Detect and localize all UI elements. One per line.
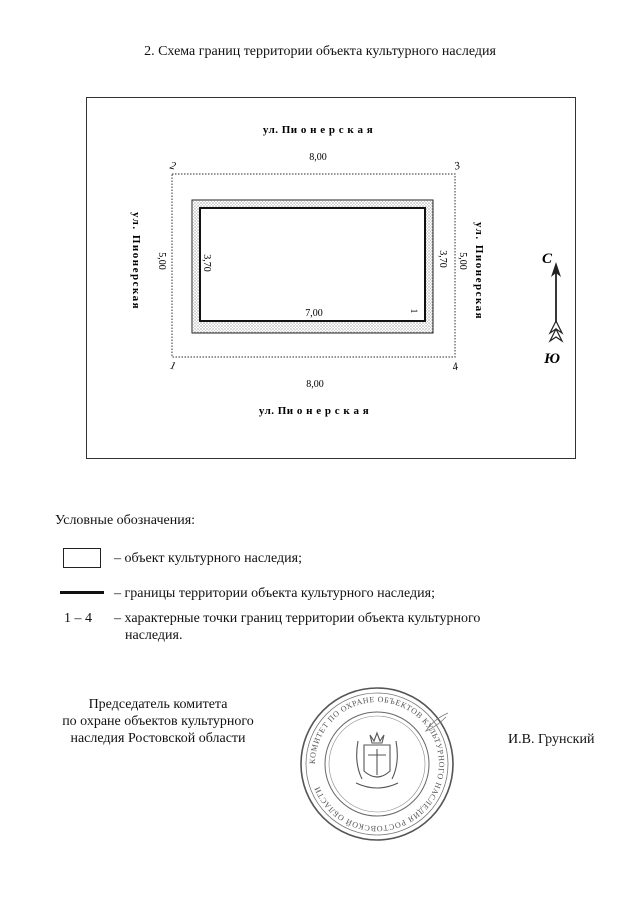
signer-name: И.В. Грунский bbox=[508, 732, 595, 747]
legend-heading: Условные обозначения: bbox=[55, 513, 196, 528]
legend-object-sample bbox=[63, 548, 101, 568]
legend-object-label: – объект культурного наследия; bbox=[114, 551, 302, 566]
boundary-point-3: 3 bbox=[453, 159, 462, 173]
official-seal-icon bbox=[296, 683, 458, 845]
dimension-outer-top: 8,00 bbox=[309, 152, 327, 163]
street-label-left: ул. Пионерская bbox=[130, 211, 142, 311]
compass-north-label: С bbox=[541, 251, 553, 267]
street-label-bottom: ул. Пи о н е р с к а я bbox=[258, 405, 370, 417]
signer-position-line: по охране объектов культурного bbox=[62, 714, 254, 729]
street-label-top: ул. Пи о н е р с к а я bbox=[262, 124, 374, 136]
inner-corner-mark: 1 bbox=[409, 308, 419, 314]
signer-position-line: наследия Ростовской области bbox=[70, 731, 246, 746]
compass-south-label: Ю bbox=[544, 351, 560, 367]
page-title: 2. Схема границ территории объекта культурного наследия bbox=[144, 44, 496, 59]
boundary-scheme bbox=[86, 97, 576, 459]
heritage-object-outline bbox=[200, 208, 425, 321]
signer-position bbox=[50, 696, 266, 747]
legend-boundary-label: – границы территории объекта культурного наследия; bbox=[114, 586, 435, 601]
boundary-point-1: 1 bbox=[168, 359, 177, 373]
legend-boundary-sample bbox=[60, 591, 104, 594]
dimension-inner-left: 3,70 bbox=[201, 254, 212, 272]
dimension-outer-right: 5,00 bbox=[457, 252, 468, 270]
compass-arrow-icon bbox=[550, 262, 562, 341]
seal-text: КОМИТЕТ ПО ОХРАНЕ ОБЪЕКТОВ КУЛЬТУРНОГО НАСЛЕДИЯ РОСТОВСКОЙ ОБЛАСТИ bbox=[307, 694, 447, 834]
dimension-outer-bottom: 8,00 bbox=[306, 379, 324, 390]
dimension-inner-bottom: 7,00 bbox=[305, 308, 323, 319]
dimension-inner-right: 3,70 bbox=[437, 250, 448, 268]
coat-of-arms-icon bbox=[356, 733, 398, 788]
boundary-point-2: 2 bbox=[168, 159, 177, 173]
legend-points-label-continued: наследия. bbox=[125, 628, 183, 643]
boundary-point-4: 4 bbox=[451, 360, 460, 374]
dimension-outer-left: 5,00 bbox=[156, 252, 167, 270]
legend-points-sample: 1 – 4 bbox=[64, 611, 92, 626]
signer-position-line: Председатель комитета bbox=[88, 697, 228, 712]
street-label-right: ул. Пионерская bbox=[473, 221, 485, 321]
legend-points-label: – характерные точки границ территории объекта культурного bbox=[114, 611, 481, 626]
